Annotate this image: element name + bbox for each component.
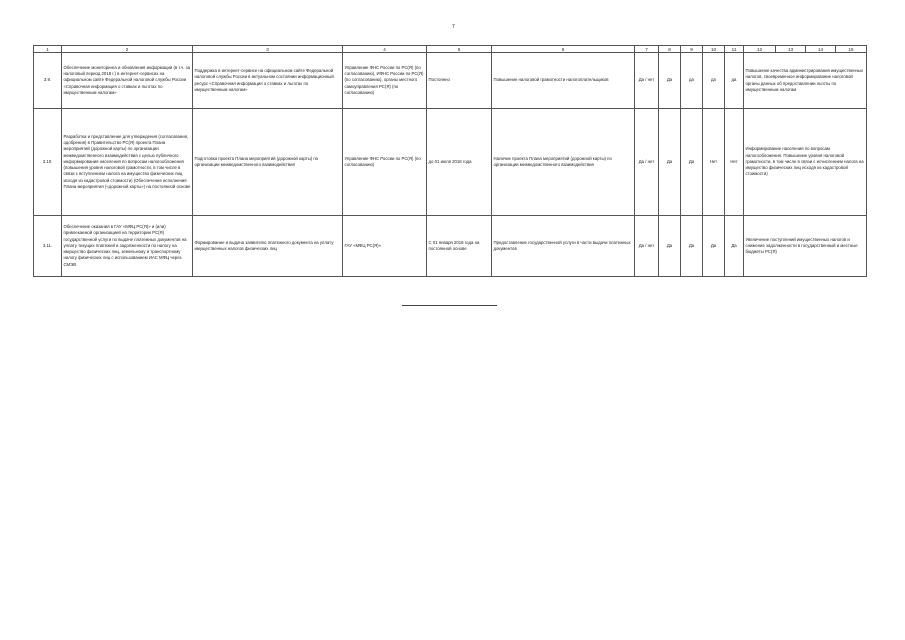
column-header: 13 — [776, 46, 806, 53]
column-header: 15 — [836, 46, 867, 53]
indicator-unit: Да / нет — [635, 109, 659, 216]
column-header: 14 — [806, 46, 836, 53]
indicator-value: Да — [659, 53, 681, 109]
indicator-value: да — [703, 53, 725, 109]
effect-description: Информирование населения по вопросам налогообложения. Повышение уровня налоговой грамотности, в том числе в связи с исчислением налога на имущество физических лиц исходя из кадастровой стоимости) — [744, 109, 867, 216]
measure-content: Формирование и выдача заявителю платежного документа на уплату имущественных налогов физических лиц — [193, 216, 343, 277]
expected-result: Наличие проекта Плана мероприятий (дорожной карты) по организации межведомственного взаимодействия — [492, 109, 635, 216]
measures-table — [33, 45, 867, 277]
expected-result: Предоставление государственной услуги в части выдачи платежных документов — [492, 216, 635, 277]
indicator-value: да — [681, 53, 703, 109]
table-row — [34, 216, 867, 277]
deadline: до 01 июля 2018 года — [427, 109, 492, 216]
measure-name: Обеспечение мониторинга и обновления информации (в т.ч. за налоговый период 2018 г.) в интернет-сервисах на официальном сайте Федеральной налоговой службы России «Справочная информация о ставках и льготах по имущественным налогам» — [62, 53, 193, 109]
column-header: 1 — [34, 46, 62, 53]
effect-description: Повышение качества администрирования имущественных налогов, своевременное информирование налоговой органы данных об предоставлении льготы по имущественным налогам — [744, 53, 867, 109]
measure-content: Поддержка в интернет-сервисе на официальном сайте Федеральной налоговой службы России в актуальном состоянии информационный ресурс «Справочная информация о ставках и льготах по имущественным налогам» — [193, 53, 343, 109]
column-header: 12 — [744, 46, 776, 53]
column-header: 10 — [703, 46, 725, 53]
column-header: 11 — [725, 46, 744, 53]
indicator-value: Да — [659, 109, 681, 216]
indicator-value: Да — [659, 216, 681, 277]
header-row — [34, 46, 867, 53]
row-number: 3.11. — [34, 216, 62, 277]
table-row — [34, 109, 867, 216]
measure-name: Разработка и представление для утверждения (согласования, одобрения) в Правительство РС(Я) проекта Плана мероприятий (дорожной карты) по организации межведомственного взаимодействия с целью публичного информирования населения по вопросам налогообложения (повышения уровня налоговой грамотности, в том числе в связи с вступлением налога на имущество физических лиц исходя из кадастровой стоимости) (Обеспечение исполнения Плана мероприятия («дорожной карты») на постоянной основе — [62, 109, 193, 216]
indicator-value: Да — [703, 216, 725, 277]
responsible-executor: Управление ФНС России по РС(Я) (по согласованию) — [343, 109, 427, 216]
table-row — [34, 53, 867, 109]
responsible-executor: Управление ФНС России по РС(Я) (по согласованию), ИФНС России по РС(Я) (по согласованию), органы местного самоуправления РС(Я) (по согласованию) — [343, 53, 427, 109]
measure-name: Обеспечение оказания в ГАУ «МФЦ РС(Я)» и (или) привлекаемой организацией на территории РС(Я) государственной услуги по выдаче платежных документов на уплату текущих платежей и задолженности по налогу на имущество физических лиц, земельному и транспортному налогу физических лиц с использованием ИАС МФЦ через СМЭВ — [62, 216, 193, 277]
expected-result: Повышение налоговой грамотности налогоплательщиков — [492, 53, 635, 109]
indicator-value: Да — [681, 216, 703, 277]
column-header: 8 — [659, 46, 681, 53]
column-header: 6 — [492, 46, 635, 53]
indicator-value: Нет — [725, 109, 744, 216]
indicator-unit: Да / нет — [635, 216, 659, 277]
column-header: 5 — [427, 46, 492, 53]
column-header: 2 — [62, 46, 193, 53]
indicator-unit: Да / нет — [635, 53, 659, 109]
column-header: 3 — [193, 46, 343, 53]
page-number: 7 — [452, 24, 455, 30]
indicator-value: Да — [681, 109, 703, 216]
indicator-value: да — [725, 53, 744, 109]
indicator-value: Да — [725, 216, 744, 277]
row-number: 3.10. — [34, 109, 62, 216]
measure-content: Подготовка проекта Плана мероприятий (дорожной карты) по организации межведомственного взаимодействия — [193, 109, 343, 216]
separator-line — [402, 305, 497, 306]
column-header: 9 — [681, 46, 703, 53]
indicator-value: Нет — [703, 109, 725, 216]
deadline: Постоянно — [427, 53, 492, 109]
responsible-executor: ГАУ «МФЦ РС(Я)» — [343, 216, 427, 277]
column-header: 4 — [343, 46, 427, 53]
effect-description: Увеличение поступлений имущественных налогов и снижение задолженности в государственный и местные бюджеты РС(Я) — [744, 216, 867, 277]
deadline: С 01 января 2018 года на постоянной основе — [427, 216, 492, 277]
row-number: 3.9. — [34, 53, 62, 109]
column-header: 7 — [635, 46, 659, 53]
